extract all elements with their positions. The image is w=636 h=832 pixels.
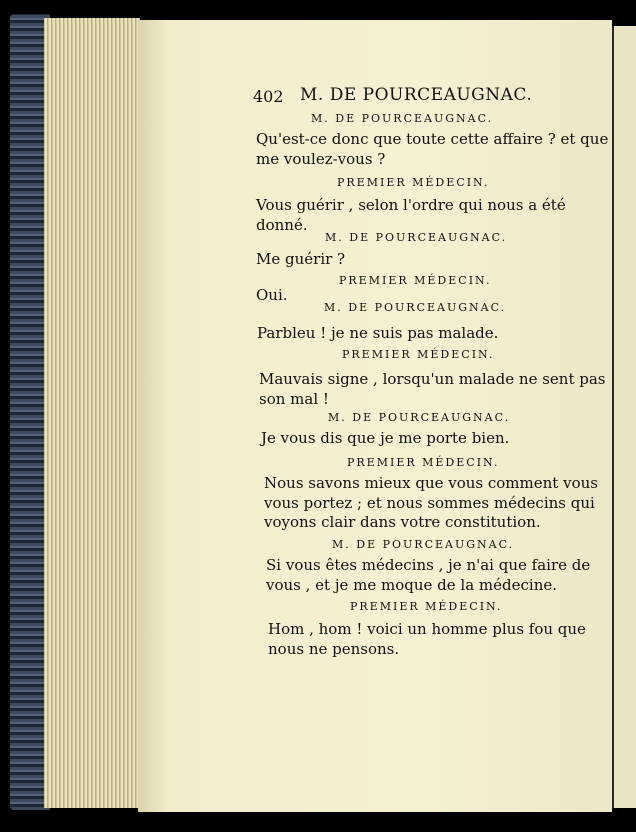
- dialogue-line: Nous savons mieux que vous comment vous: [264, 474, 598, 492]
- dialogue-line: Me guérir ?: [256, 250, 346, 268]
- dialogue-line: vous portez ; et nous sommes médecins qui: [264, 494, 595, 512]
- speaker-label: PREMIER MÉDECIN.: [350, 600, 503, 613]
- speaker-label: M. DE POURCEAUGNAC.: [311, 112, 494, 125]
- dialogue-line: Oui.: [256, 286, 288, 304]
- speaker-label: M. DE POURCEAUGNAC.: [328, 411, 511, 424]
- speaker-label: PREMIER MÉDECIN.: [337, 176, 490, 189]
- dialogue-line: Vous guérir , selon l'ordre qui nous a été: [256, 196, 566, 214]
- dialogue-line: Qu'est-ce donc que toute cette affaire ? et que: [256, 130, 609, 148]
- dialogue-line: vous , et je me moque de la médecine.: [266, 576, 558, 594]
- dialogue-line: nous ne pensons.: [268, 640, 400, 658]
- speaker-label: M. DE POURCEAUGNAC.: [325, 231, 508, 244]
- dialogue-line: Hom , hom ! voici un homme plus fou que: [268, 620, 586, 638]
- dialogue-line: Je vous dis que je me porte bien.: [261, 429, 510, 447]
- speaker-label: PREMIER MÉDECIN.: [347, 456, 500, 469]
- speaker-label: M. DE POURCEAUGNAC.: [332, 538, 515, 551]
- speaker-label: M. DE POURCEAUGNAC.: [324, 301, 507, 314]
- dialogue-line: son mal !: [259, 390, 329, 408]
- running-head: M. DE POURCEAUGNAC.: [300, 85, 533, 105]
- dialogue-line: Mauvais signe , lorsqu'un malade ne sent pas: [259, 370, 606, 388]
- dialogue-line: voyons clair dans votre constitution.: [264, 513, 541, 531]
- page-number: 402: [253, 87, 284, 106]
- dialogue-line: donné.: [256, 216, 308, 234]
- dialogue-line: Parbleu ! je ne suis pas malade.: [257, 324, 499, 342]
- dialogue-line: me voulez-vous ?: [256, 150, 386, 168]
- dialogue-line: Si vous êtes médecins , je n'ai que faire de: [266, 556, 591, 574]
- speaker-label: PREMIER MÉDECIN.: [342, 348, 495, 361]
- speaker-label: PREMIER MÉDECIN.: [339, 274, 492, 287]
